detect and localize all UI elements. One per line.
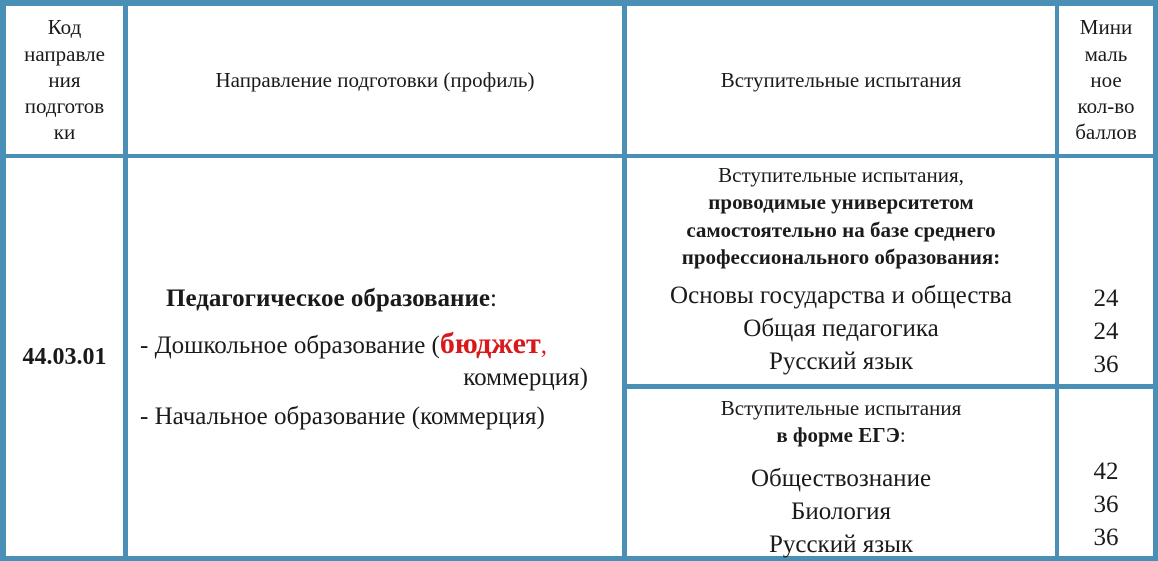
- header-exams: [627, 6, 1055, 154]
- exam-subject: Биология: [790, 497, 891, 525]
- exam-subject: Общая педагогика: [743, 315, 939, 343]
- profile-title-colon: :: [489, 285, 497, 313]
- profile-title: [140, 283, 610, 314]
- profile-item-preschool: [140, 325, 610, 394]
- exam-heading-line: Вступительные испытания: [720, 396, 962, 420]
- min-score: 42: [1093, 458, 1119, 485]
- exam-subject: Обществознание: [750, 464, 932, 492]
- header-min-score: [1059, 6, 1153, 154]
- exam-heading-colon: :: [899, 423, 906, 448]
- exam-group-ege-block: [627, 395, 1055, 561]
- min-score: 36: [1093, 524, 1119, 551]
- exam-heading-bold: самостоятельно на базе среднего: [686, 217, 996, 242]
- min-score-list: [1059, 282, 1153, 381]
- header-code-line: направле: [24, 41, 105, 66]
- profile-item-text: - Дошкольное образование (: [140, 331, 440, 359]
- budget-comma: ,: [540, 331, 547, 359]
- header-min-line: ное: [1090, 67, 1122, 92]
- exam-group-heading: [627, 162, 1055, 271]
- header-min-line: Мини: [1079, 15, 1133, 40]
- header-code-line: подготов: [24, 94, 105, 119]
- min-score: 24: [1093, 285, 1119, 312]
- header-code-line: ки: [53, 120, 76, 145]
- profile-content: [140, 273, 610, 440]
- budget-label: бюджет: [439, 326, 541, 360]
- program-code: 44.03.01: [22, 343, 107, 370]
- code-cell: [6, 158, 123, 556]
- exam-heading-bold: проводимые университетом: [708, 190, 974, 215]
- profile-item-continuation: коммерция): [463, 364, 588, 392]
- min-score: 36: [1093, 491, 1119, 518]
- exam-heading-bold: профессионального образования:: [681, 244, 1001, 269]
- header-code-line: Код: [47, 15, 82, 40]
- profile-item-primary: [140, 401, 610, 432]
- exam-heading-line-bold: [627, 189, 1055, 216]
- header-profile-label: Направление подготовки (профиль): [215, 67, 535, 92]
- exam-group-ege: [627, 389, 1055, 556]
- exam-heading-line: Вступительные испытания,: [718, 163, 964, 187]
- exam-heading-line-bold: [627, 422, 1055, 449]
- header-min-line: кол-во: [1077, 94, 1135, 119]
- exam-subject: Русский язык: [768, 530, 914, 558]
- min-score-cell-university: [1059, 158, 1153, 384]
- exam-subject: Основы государства и общества: [670, 282, 1012, 310]
- exam-heading-line-bold: [627, 244, 1055, 271]
- min-score-list: [1059, 455, 1153, 554]
- exam-subject: Русский язык: [768, 348, 914, 376]
- header-min-line: маль: [1084, 41, 1128, 66]
- header-min-line: баллов: [1075, 120, 1137, 145]
- exam-heading-line-bold: [627, 217, 1055, 244]
- exam-group-heading: [627, 395, 1055, 450]
- exam-group-university-block: [627, 162, 1055, 378]
- exam-heading-bold: в форме ЕГЭ: [776, 423, 900, 448]
- min-score: 36: [1093, 351, 1119, 378]
- profile-item-text: - Начальное образование (коммерция): [140, 403, 545, 431]
- header-profile: [128, 6, 622, 154]
- min-score: 24: [1093, 318, 1119, 345]
- exam-subject-list: [627, 279, 1055, 378]
- exam-group-university: [627, 158, 1055, 384]
- header-code: [6, 6, 123, 154]
- profile-title-text: Педагогическое образование: [166, 285, 490, 313]
- header-exams-label: Вступительные испытания: [720, 67, 962, 92]
- profile-cell: [128, 158, 622, 556]
- header-code-line: ния: [48, 67, 81, 92]
- min-score-cell-ege: [1059, 389, 1153, 556]
- exam-subject-list: [627, 462, 1055, 561]
